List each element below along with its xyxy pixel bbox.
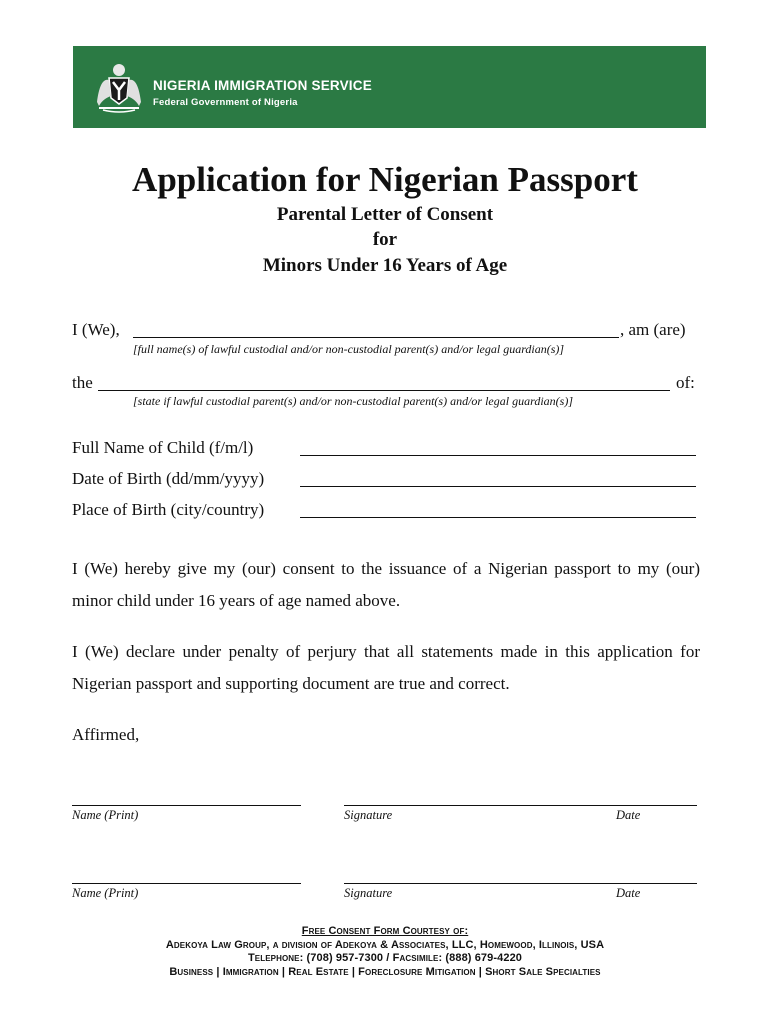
child-name-field[interactable] — [300, 455, 696, 456]
footer-specialties: Business | Immigration | Real Estate | Foreclosure Mitigation | Short Sale Specialties — [169, 966, 601, 978]
parents-suffix: , am (are) — [620, 320, 686, 339]
child-pob-field[interactable] — [300, 517, 696, 518]
child-dob-field[interactable] — [300, 486, 696, 487]
parents-name-field[interactable] — [133, 337, 619, 338]
state-suffix: of: — [676, 373, 695, 392]
state-hint: [state if lawful custodial parent(s) and/or non-custodial parent(s) and/or legal guardian(s)] — [133, 394, 573, 408]
consent-paragraph: I (We) hereby give my (our) consent to the issuance of a Nigerian passport to my (our) minor child under 16 years of age named above. — [72, 559, 700, 610]
coat-of-arms-icon — [89, 56, 149, 116]
state-field[interactable] — [98, 390, 670, 391]
affirmed-text: Affirmed, — [72, 725, 140, 744]
state-prefix: the — [72, 373, 93, 392]
page-title: Application for Nigerian Passport — [132, 160, 638, 199]
parents-prefix: I (We), — [72, 320, 120, 339]
name-print-label-1: Name (Print) — [72, 808, 139, 822]
subtitle-line-3: Minors Under 16 Years of Age — [262, 255, 508, 276]
subtitle-line-2: for — [372, 229, 398, 250]
footer-courtesy: Free Consent Form Courtesy of: — [301, 925, 469, 937]
signature-label-1: Signature — [344, 808, 393, 822]
header-banner — [73, 46, 706, 128]
child-pob-label: Place of Birth (city/country) — [72, 500, 265, 519]
footer-firm: Adekoya Law Group, a division of Adekoya & Associates, LLC, Homewood, Illinois, USA — [165, 939, 605, 951]
signature-label-2: Signature — [344, 886, 393, 900]
date-label-1: Date — [616, 808, 641, 822]
date-label-2: Date — [616, 886, 641, 900]
child-dob-label: Date of Birth (dd/mm/yyyy) — [72, 469, 265, 488]
signature-date-field-2[interactable] — [344, 883, 697, 884]
parents-hint: [full name(s) of lawful custodial and/or non-custodial parent(s) and/or legal guardian(s)] — [133, 342, 565, 356]
child-name-label: Full Name of Child (f/m/l) — [72, 438, 254, 457]
footer-contact: Telephone: (708) 957-7300 / Facsimile: (888) 679-4220 — [247, 952, 523, 964]
name-print-field-2[interactable] — [72, 883, 301, 884]
name-print-label-2: Name (Print) — [72, 886, 139, 900]
name-print-field-1[interactable] — [72, 805, 301, 806]
subtitle-line-1: Parental Letter of Consent — [276, 204, 494, 225]
agency-subtitle: Federal Government of Nigeria — [153, 97, 298, 108]
agency-name: NIGERIA IMMIGRATION SERVICE — [153, 78, 372, 93]
signature-date-field-1[interactable] — [344, 805, 697, 806]
declaration-paragraph: I (We) declare under penalty of perjury that all statements made in this application for Nigerian passport and supporting document are true and correct. — [72, 642, 700, 693]
